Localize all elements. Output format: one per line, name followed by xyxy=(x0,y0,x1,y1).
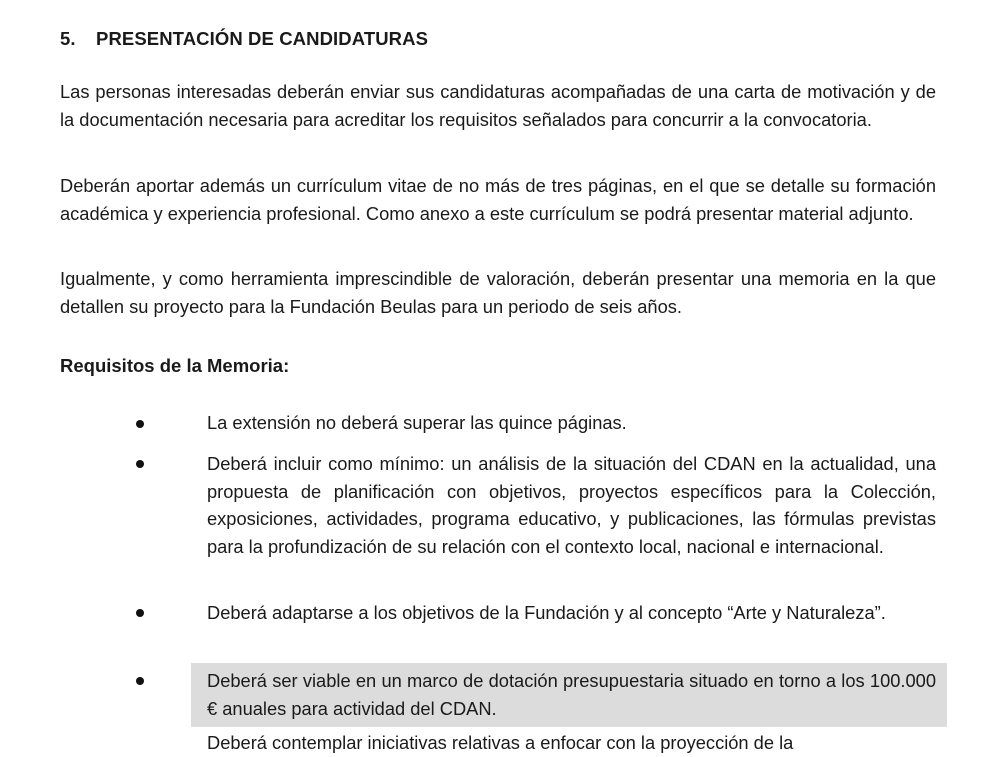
section-heading xyxy=(60,28,428,50)
requirements-heading: Requisitos de la Memoria: xyxy=(60,355,290,376)
bullet-icon xyxy=(136,460,144,468)
section-title: PRESENTACIÓN DE CANDIDATURAS xyxy=(96,28,429,49)
paragraph-curriculum: Deberán aportar además un currículum vitae de no más de tres páginas, en el que se detalle su formación académica y experiencia profesional. Como anexo a este currículum se podrá presentar material adjunto. xyxy=(60,175,936,224)
bullet-icon xyxy=(136,420,144,428)
partial-next-line: Deberá contemplar iniciativas relativas a enfocar con la proyección de la xyxy=(207,732,794,753)
requirement-text: Deberá adaptarse a los objetivos de la Fundación y al concepto “Arte y Naturaleza”. xyxy=(207,602,886,623)
requirement-text: Deberá ser viable en un marco de dotación presupuestaria situado en torno a los 100.000 € anuales para actividad del CDAN. xyxy=(207,670,936,719)
requirement-text: Deberá incluir como mínimo: un análisis de la situación del CDAN en la actualidad, una propuesta de planificación con objetivos, proyectos específicos para la Colección, exposiciones, actividades, programa educativo, y publicaciones, las fórmulas previstas para la profundización de su relación con el contexto local, nacional e internacional. xyxy=(207,453,936,557)
paragraph-memoria: Igualmente, y como herramienta imprescindible de valoración, deberán presentar una memoria en la que detallen su proyecto para la Fundación Beulas para un periodo de seis años. xyxy=(60,268,936,317)
bullet-icon xyxy=(136,609,144,617)
section-number: 5. xyxy=(60,28,76,49)
requirement-text: La extensión no deberá superar las quince páginas. xyxy=(207,412,627,433)
bullet-icon xyxy=(136,677,144,685)
paragraph-candidaturas: Las personas interesadas deberán enviar sus candidaturas acompañadas de una carta de motivación y de la documentación necesaria para acreditar los requisitos señalados para concurrir a la convocatoria. xyxy=(60,81,936,130)
